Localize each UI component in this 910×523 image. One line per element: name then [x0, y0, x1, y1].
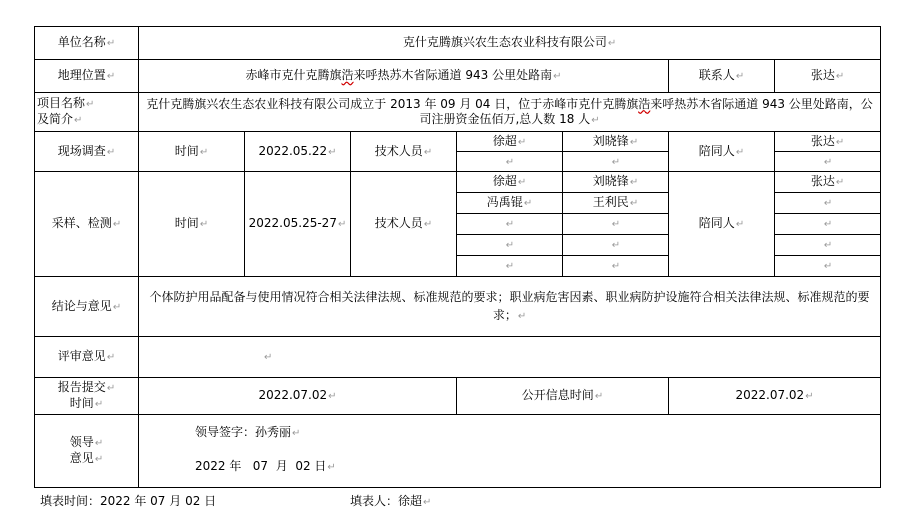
- paragraph-mark-icon: ↵: [505, 240, 515, 251]
- paragraph-mark-icon: ↵: [629, 136, 639, 148]
- paragraph-mark-icon: ↵: [106, 383, 116, 394]
- paragraph-mark-icon: ↵: [517, 177, 527, 188]
- location-value-cell: [139, 60, 669, 93]
- survey-tech-name: 徐超: [492, 133, 517, 148]
- paragraph-mark-icon: ↵: [835, 177, 845, 188]
- survey-accomp-label: 陪同人: [698, 143, 735, 158]
- paragraph-mark-icon: ↵: [591, 114, 600, 126]
- paragraph-mark-icon: ↵: [611, 156, 621, 168]
- project-label-line1: 项目名称: [37, 96, 86, 110]
- investigation-form-table: [34, 26, 881, 488]
- project-desc-cell: [139, 93, 881, 132]
- footer-fill-time-text: 填表时间：2022 年 07 月 02 日: [40, 494, 217, 508]
- survey-tech-label: 技术人员: [374, 143, 423, 158]
- paragraph-mark-icon: ↵: [823, 261, 833, 272]
- paragraph-mark-icon: ↵: [94, 399, 104, 410]
- paragraph-mark-icon: ↵: [823, 240, 833, 251]
- unit-name-value: 克什克腾旗兴农生态农业科技有限公司: [402, 35, 607, 49]
- location-label-cell: [35, 60, 139, 93]
- survey-tech-name-cell: [563, 152, 669, 172]
- leader-signature: 领导签字：孙秀丽: [195, 425, 292, 439]
- project-desc-part-a: 克什克腾旗兴农生态农业科技有限公司成立于 2013 年 09 月 04 日，位于赤峰市克什克腾旗: [146, 96, 639, 111]
- paragraph-mark-icon: ↵: [86, 99, 95, 110]
- survey-tech-name-cell: [457, 132, 563, 152]
- sampling-tech-name-cell: [563, 172, 669, 193]
- sampling-time-label-cell: [139, 172, 245, 277]
- conclusion-label-cell: [35, 277, 139, 337]
- conclusion-label: 结论与意见: [51, 298, 112, 313]
- project-desc-part-c: 来呼热苏木省际通道 943 公里处路南，公司注册资金伍佰万,总人数 18 人: [419, 96, 873, 126]
- paragraph-mark-icon: ↵: [199, 219, 209, 230]
- paragraph-mark-icon: ↵: [823, 156, 833, 168]
- sampling-tech-name: 冯禹锟: [486, 195, 523, 209]
- sampling-tech-name-cell: [457, 235, 563, 256]
- sampling-tech-name-cell: [457, 214, 563, 235]
- paragraph-mark-icon: ↵: [523, 198, 533, 209]
- public-info-label: 公开信息时间: [521, 388, 594, 402]
- paragraph-mark-icon: ↵: [611, 240, 621, 251]
- sampling-label-cell: [35, 172, 139, 277]
- contact-value-cell: [775, 60, 881, 93]
- paragraph-mark-icon: ↵: [328, 146, 337, 158]
- paragraph-mark-icon: ↵: [264, 352, 273, 363]
- paragraph-mark-icon: ↵: [328, 391, 337, 402]
- paragraph-mark-icon: ↵: [106, 71, 116, 82]
- paragraph-mark-icon: ↵: [823, 198, 833, 209]
- location-label: 地理位置: [57, 68, 106, 82]
- unit-name-label-cell: [35, 27, 139, 60]
- project-label-line2: 及简介: [37, 112, 74, 126]
- paragraph-mark-icon: ↵: [629, 198, 639, 209]
- sampling-accomp-label: 陪同人: [698, 216, 735, 230]
- sampling-accomp-name-cell: [775, 235, 881, 256]
- paragraph-mark-icon: ↵: [74, 115, 83, 126]
- review-label-cell: [35, 337, 139, 378]
- paragraph-mark-icon: ↵: [607, 38, 617, 49]
- paragraph-mark-icon: ↵: [199, 146, 209, 158]
- footer-fill-time: [40, 494, 216, 509]
- report-label-line1: 报告提交: [57, 380, 106, 394]
- sampling-accomp-label-cell: [669, 172, 775, 277]
- sampling-time-value-cell: [245, 172, 351, 277]
- sampling-tech-name-cell: [563, 214, 669, 235]
- leader-date: 2022 年 07 月 02 日: [195, 459, 327, 473]
- paragraph-mark-icon: ↵: [517, 310, 527, 322]
- survey-label-cell: [35, 132, 139, 172]
- contact-label: 联系人: [698, 68, 735, 82]
- paragraph-mark-icon: ↵: [106, 38, 116, 49]
- paragraph-mark-icon: ↵: [94, 438, 104, 449]
- paragraph-mark-icon: ↵: [735, 219, 745, 230]
- sampling-label: 采样、检测: [51, 216, 112, 230]
- sampling-tech-name: 王利民: [592, 195, 629, 209]
- contact-label-cell: [669, 60, 775, 93]
- paragraph-mark-icon: ↵: [823, 219, 833, 230]
- project-desc-part-b: 浩: [638, 96, 651, 111]
- location-value-part-b: 浩: [341, 68, 354, 82]
- report-submit-date: 2022.07.02: [258, 388, 328, 402]
- paragraph-mark-icon: ↵: [423, 219, 433, 230]
- conclusion-text: 个体防护用品配备与使用情况符合相关法律法规、标准规范的要求；职业病危害因素、职业病防护设施符合相关法律法规、标准规范的要求；: [149, 289, 870, 322]
- public-info-date: 2022.07.02: [735, 388, 805, 402]
- footer-filler: [350, 494, 431, 510]
- sampling-accomp-name-cell: [775, 172, 881, 193]
- paragraph-mark-icon: ↵: [594, 391, 604, 402]
- paragraph-mark-icon: ↵: [553, 71, 562, 82]
- paragraph-mark-icon: ↵: [505, 219, 515, 230]
- paragraph-mark-icon: ↵: [505, 156, 515, 168]
- review-label: 评审意见: [57, 349, 106, 363]
- sampling-accomp-name-cell: [775, 214, 881, 235]
- sampling-tech-label: 技术人员: [374, 216, 423, 230]
- survey-accomp-name-cell: [775, 132, 881, 152]
- paragraph-mark-icon: ↵: [517, 136, 527, 148]
- sampling-accomp-name-cell: [775, 256, 881, 277]
- paragraph-mark-icon: ↵: [292, 428, 301, 439]
- leader-opinion-cell: [139, 415, 881, 488]
- survey-tech-name-cell: [457, 152, 563, 172]
- row-review: [35, 337, 881, 378]
- sampling-tech-label-cell: [351, 172, 457, 277]
- paragraph-mark-icon: ↵: [629, 177, 639, 188]
- paragraph-mark-icon: ↵: [805, 391, 814, 402]
- row-unit-name: [35, 27, 881, 60]
- sampling-tech-name-cell: [457, 256, 563, 277]
- survey-accomp-label-cell: [669, 132, 775, 172]
- paragraph-mark-icon: ↵: [505, 261, 515, 272]
- paragraph-mark-icon: ↵: [327, 462, 336, 473]
- conclusion-text-cell: [139, 277, 881, 337]
- location-value-part-a: 赤峰市克什克腾旗: [245, 68, 342, 82]
- sampling-tech-name-cell: [563, 193, 669, 214]
- sampling-tech-name-cell: [563, 235, 669, 256]
- paragraph-mark-icon: ↵: [735, 71, 745, 82]
- survey-time-value: 2022.05.22: [258, 143, 328, 158]
- survey-tech-label-cell: [351, 132, 457, 172]
- row-conclusion: [35, 277, 881, 337]
- contact-value: 张达: [810, 68, 835, 82]
- paragraph-mark-icon: ↵: [611, 219, 621, 230]
- paragraph-mark-icon: ↵: [337, 219, 347, 230]
- sampling-tech-name: 徐超: [492, 174, 517, 188]
- row-survey-1: [35, 132, 881, 152]
- paragraph-mark-icon: ↵: [611, 261, 621, 272]
- location-value-part-c: 来呼热苏木省际通道 943 公里处路南: [353, 68, 553, 82]
- survey-tech-name-cell: [563, 132, 669, 152]
- row-report: [35, 378, 881, 415]
- sampling-accomp-name: 张达: [810, 174, 835, 188]
- review-text-cell: [139, 337, 881, 378]
- project-label-cell: [35, 93, 139, 132]
- paragraph-mark-icon: ↵: [423, 146, 433, 158]
- sampling-time-label: 时间: [174, 216, 199, 230]
- report-label-line2: 时间: [69, 396, 94, 410]
- paragraph-mark-icon: ↵: [112, 301, 122, 313]
- unit-name-value-cell: [139, 27, 881, 60]
- leader-label-cell: [35, 415, 139, 488]
- survey-tech-name: 刘晓锋: [592, 133, 629, 148]
- survey-time-value-cell: [245, 132, 351, 172]
- survey-time-label-cell: [139, 132, 245, 172]
- paragraph-mark-icon: ↵: [106, 146, 116, 158]
- sampling-accomp-name-cell: [775, 193, 881, 214]
- sampling-tech-name-cell: [457, 172, 563, 193]
- leader-label-line1: 领导: [69, 435, 94, 449]
- survey-accomp-name: 张达: [810, 133, 835, 148]
- sampling-tech-name: 刘晓锋: [592, 174, 629, 188]
- paragraph-mark-icon: ↵: [835, 136, 845, 148]
- leader-label-line2: 意见: [69, 451, 94, 465]
- survey-label: 现场调查: [57, 143, 106, 158]
- paragraph-mark-icon: ↵: [112, 219, 122, 230]
- report-label-cell: [35, 378, 139, 415]
- public-info-label-cell: [457, 378, 669, 415]
- row-project: [35, 93, 881, 132]
- paragraph-mark-icon: ↵: [106, 352, 116, 363]
- public-info-date-cell: [669, 378, 881, 415]
- sampling-tech-name-cell: [563, 256, 669, 277]
- survey-time-label: 时间: [174, 143, 199, 158]
- paragraph-mark-icon: ↵: [423, 497, 432, 508]
- sampling-time-value: 2022.05.25-27: [248, 216, 337, 230]
- row-sampling-1: [35, 172, 881, 193]
- report-submit-date-cell: [139, 378, 457, 415]
- row-location: [35, 60, 881, 93]
- paragraph-mark-icon: ↵: [94, 454, 104, 465]
- row-leader: [35, 415, 881, 488]
- footer-filler-text: 填表人：徐超: [350, 494, 423, 508]
- paragraph-mark-icon: ↵: [835, 71, 845, 82]
- sampling-tech-name-cell: [457, 193, 563, 214]
- paragraph-mark-icon: ↵: [735, 146, 745, 158]
- survey-accomp-name-cell: [775, 152, 881, 172]
- unit-name-label: 单位名称: [57, 35, 106, 49]
